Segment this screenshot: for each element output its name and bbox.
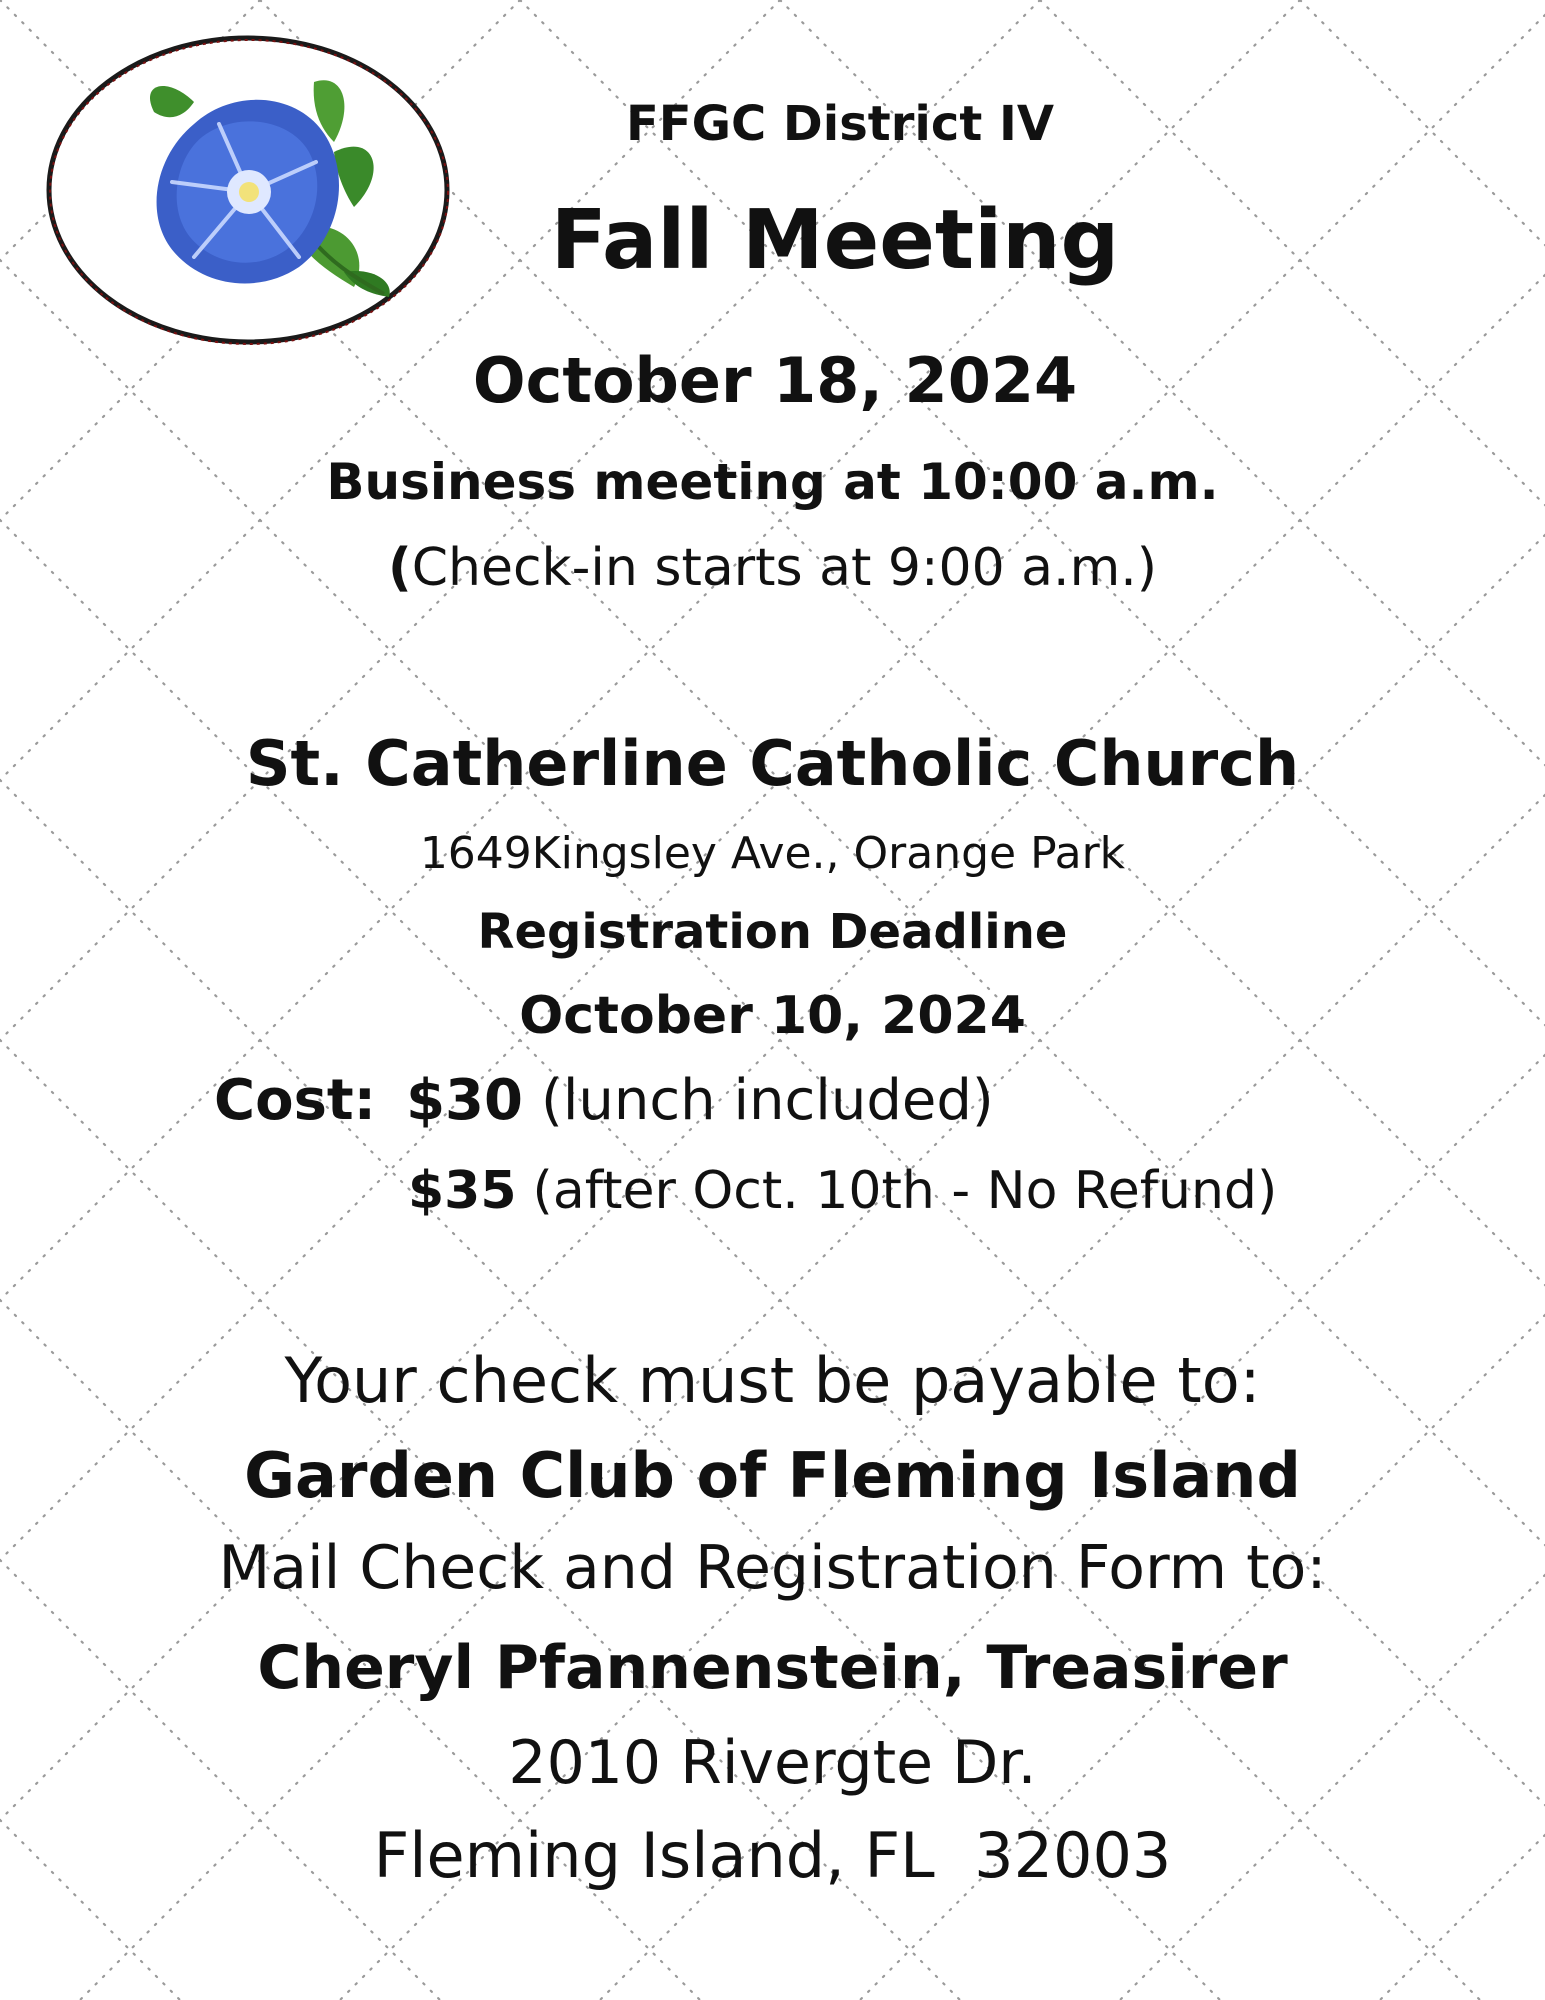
- org-heading: FFGC District IV: [626, 96, 1054, 152]
- registration-label: Registration Deadline: [477, 904, 1068, 960]
- cost-note-2: (after Oct. 10th - No Refund): [532, 1161, 1278, 1221]
- cost-row-1: [214, 1068, 994, 1133]
- payee-name: Garden Club of Fleming Island: [244, 1439, 1301, 1512]
- venue-name: St. Catherline Catholic Church: [245, 727, 1300, 800]
- checkin-time: [0, 538, 1545, 598]
- recipient-city: Fleming Island, FL 32003: [373, 1819, 1172, 1892]
- page-title: Fall Meeting: [550, 193, 1120, 288]
- cost-row-2: [408, 1161, 1278, 1221]
- business-meeting-time: Business meeting at 10:00 a.m.: [326, 453, 1219, 511]
- morning-glory-logo: [44, 32, 452, 348]
- registration-deadline: October 10, 2024: [519, 986, 1026, 1046]
- cost-note-1: (lunch included): [540, 1068, 994, 1133]
- venue-address: 1649Kingsley Ave., Orange Park: [419, 828, 1126, 879]
- recipient-name: Cheryl Pfannenstein, Treasirer: [257, 1633, 1288, 1703]
- cost-price-2: $35: [408, 1161, 517, 1221]
- payable-intro: Your check must be payable to:: [284, 1344, 1261, 1417]
- recipient-street: 2010 Rivergte Dr.: [508, 1728, 1037, 1798]
- mail-intro: Mail Check and Registration Form to:: [218, 1533, 1327, 1603]
- cost-price-1: $30: [406, 1068, 523, 1133]
- cost-label: Cost:: [214, 1068, 377, 1133]
- checkin-text: Check-in starts at 9:00 a.m.): [411, 538, 1158, 598]
- checkin-paren: (: [387, 538, 412, 598]
- event-date: October 18, 2024: [472, 344, 1078, 417]
